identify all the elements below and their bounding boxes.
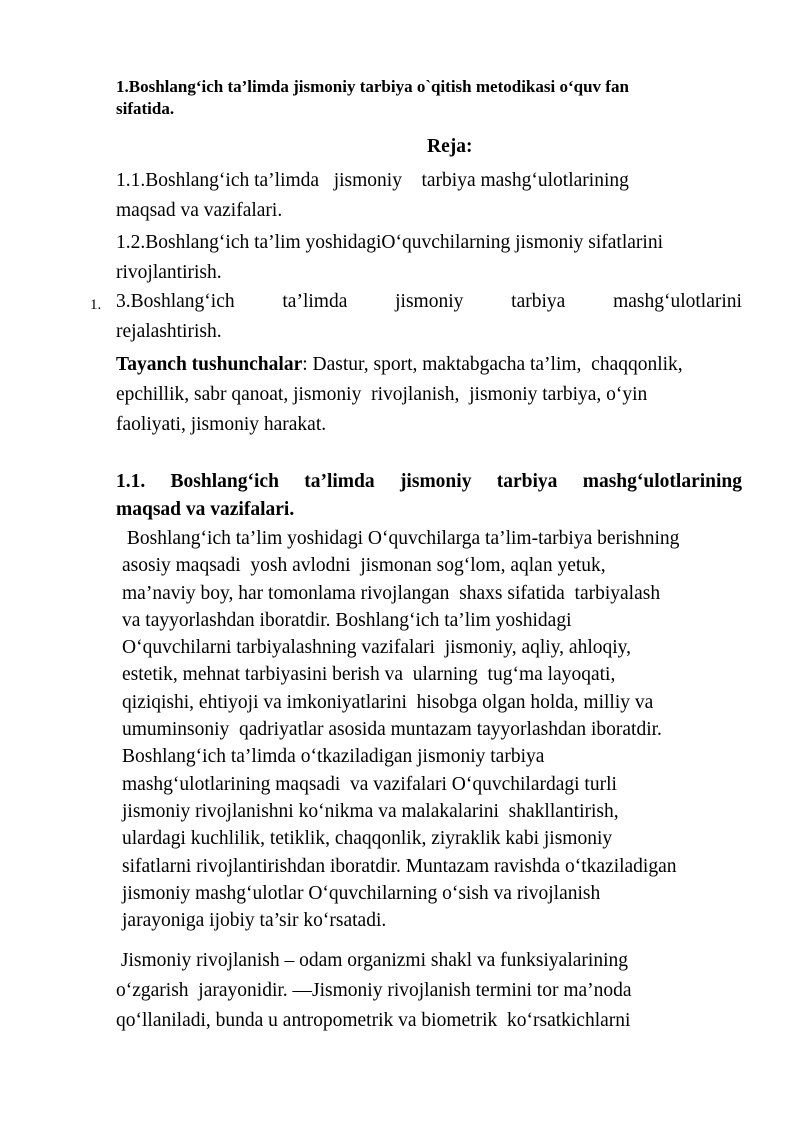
paragraph-line: o‘zgarish jarayonidir. ―Jismoniy rivojlanish termini tor ma’noda — [116, 980, 632, 1001]
key-concepts-text: : Dastur, sport, maktabgacha ta’lim, chaqqonlik, — [302, 354, 683, 375]
plan-item-line: maqsad va vazifalari. — [116, 200, 283, 221]
plan-item-line: 1.1.Boshlang‘ich ta’limda jismoniy tarbiya mashg‘ulotlarining — [116, 170, 629, 191]
plan-item-1 — [116, 166, 746, 226]
list-marker: 1. — [90, 297, 102, 313]
paragraph-line: va tayyorlashdan iboratdir. Boshlang‘ich ta’lim yoshidagi — [122, 609, 572, 631]
paragraph-line: estetik, mehnat tarbiyasini berish va ularning tug‘ma layoqati, — [122, 664, 616, 686]
plan-item-3 — [116, 287, 742, 347]
heading-word: jismoniy — [399, 471, 472, 492]
heading-word: Boshlang‘ich — [170, 471, 279, 492]
plan-item-line — [116, 287, 742, 317]
document-title — [116, 76, 716, 120]
plan-word: jismoniy — [395, 291, 464, 312]
paragraph-line: qo‘llaniladi, bunda u antropometrik va biometrik ko‘rsatkichlarni — [116, 1010, 631, 1031]
section-heading-line — [116, 468, 742, 496]
key-concepts-line: epchillik, sabr qanoat, jismoniy rivojlanish, jismoniy tarbiya, o‘yin — [116, 384, 648, 405]
paragraph-2 — [116, 946, 746, 1036]
key-concepts — [116, 350, 756, 440]
paragraph-line: Jismoniy rivojlanish – odam organizmi shakl va funksiyalarining — [116, 950, 628, 971]
plan-item-line: 1.2.Boshlang‘ich ta’lim yoshidagiO‘quvchilarning jismoniy sifatlarini — [116, 232, 663, 253]
paragraph-line: ma’naviy boy, har tomonlama rivojlangan shaxs sifatida tarbiyalash — [122, 582, 661, 604]
paragraph-line: qiziqishi, ehtiyoji va imkoniyatlarini hisobga olgan holda, milliy va — [122, 691, 654, 713]
plan-item-line: rivojlantirish. — [116, 262, 222, 283]
heading-word: ta’limda — [304, 471, 375, 492]
paragraph-1 — [122, 525, 752, 934]
paragraph-line: asosiy maqsadi yosh avlodni jismonan sog‘lom, aqlan yetuk, — [122, 555, 606, 577]
section-heading — [116, 468, 742, 524]
plan-item-2 — [116, 228, 756, 288]
plan-word: ta’limda — [282, 291, 348, 312]
paragraph-line: jismoniy rivojlanishni ko‘nikma va malakalarini shakllantirish, — [122, 800, 619, 822]
paragraph-line: Boshlang‘ich ta’limda o‘tkaziladigan jismoniy tarbiya — [122, 746, 545, 768]
section-heading-line: maqsad va vazifalari. — [116, 499, 295, 520]
key-concepts-line — [116, 350, 756, 380]
heading-word: 1.1. — [116, 471, 146, 492]
plan-heading: Reja: — [427, 136, 473, 157]
paragraph-line: sifatlarni rivojlantirishdan iboratdir. Muntazam ravishda o‘tkaziladigan — [122, 855, 677, 877]
paragraph-line: jismoniy mashg‘ulotlar O‘quvchilarning o‘sish va rivojlanish — [122, 882, 601, 904]
heading-word: mashg‘ulotlarining — [582, 471, 742, 492]
title-line: sifatida. — [116, 99, 175, 118]
plan-word: 3.Boshlang‘ich — [116, 291, 235, 312]
paragraph-line: ulardagi kuchlilik, tetiklik, chaqqonlik, ziyraklik kabi jismoniy — [122, 828, 613, 850]
paragraph-line: Boshlang‘ich ta’lim yoshidagi O‘quvchilarga ta’lim-tarbiya berishning — [122, 528, 680, 549]
plan-item-line: rejalashtirish. — [116, 321, 222, 342]
key-concepts-line: faoliyati, jismoniy harakat. — [116, 414, 327, 435]
paragraph-line: jarayoniga ijobiy ta’sir ko‘rsatadi. — [122, 910, 387, 932]
plan-word: mashg‘ulotlarini — [613, 291, 742, 312]
heading-word: tarbiya — [496, 471, 558, 492]
paragraph-line: umuminsoniy qadriyatlar asosida muntazam tayyorlashdan iboratdir. — [122, 719, 662, 741]
paragraph-line: O‘quvchilarni tarbiyalashning vazifalari jismoniy, aqliy, ahloqiy, — [122, 637, 632, 659]
plan-word: tarbiya — [511, 291, 566, 312]
paragraph-line: mashg‘ulotlarining maqsadi va vazifalari O‘quvchilardagi turli — [122, 773, 617, 795]
title-line: 1.Boshlang‘ich ta’limda jismoniy tarbiya o`qitish metodikasi o‘quv fan — [116, 77, 629, 96]
key-concepts-label: Tayanch tushunchalar — [116, 354, 303, 375]
